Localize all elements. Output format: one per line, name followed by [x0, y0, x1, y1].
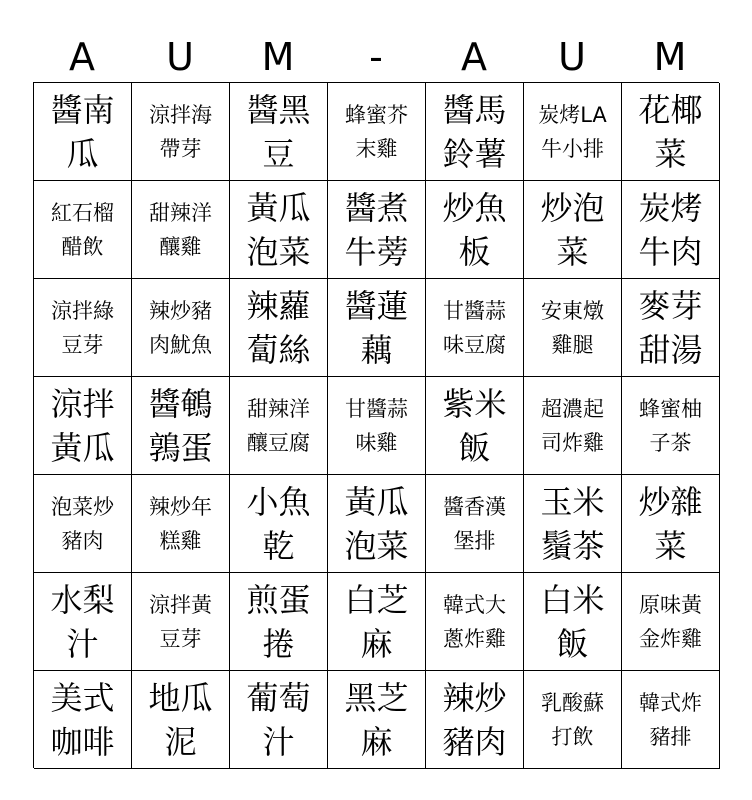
bingo-cell [328, 279, 426, 377]
bingo-cell-text: 辣炒豬 肉魷魚 [149, 298, 212, 357]
bingo-cell-text: 原味黃 金炸雞 [639, 592, 702, 651]
bingo-cell [132, 671, 230, 769]
bingo-cell-text: 醬南 瓜 [50, 90, 115, 173]
bingo-cell-text: 水梨 汁 [50, 580, 115, 663]
bingo-cell-text: 乳酸蘇 打飲 [541, 690, 604, 749]
bingo-cell [328, 181, 426, 279]
bingo-cell [132, 377, 230, 475]
bingo-cell [328, 671, 426, 769]
bingo-cell-text: 黃瓜 泡菜 [344, 482, 409, 565]
bingo-cell [34, 573, 132, 671]
bingo-cell [426, 671, 524, 769]
bingo-cell-text: 韓式大 蔥炸雞 [443, 592, 506, 651]
bingo-cell [328, 573, 426, 671]
bingo-cell-text: 小魚 乾 [246, 482, 311, 565]
bingo-cell [426, 377, 524, 475]
bingo-cell-text: 安東燉 雞腿 [541, 298, 604, 357]
bingo-cell [34, 181, 132, 279]
bingo-cell-text: 甜辣洋 釀豆腐 [247, 396, 310, 455]
bingo-cell [132, 475, 230, 573]
bingo-cell [132, 181, 230, 279]
header-letter: M [261, 35, 295, 79]
bingo-cell-text: 涼拌黃 豆芽 [149, 592, 212, 651]
bingo-cell-text: 地瓜 泥 [148, 678, 213, 761]
bingo-cell-text: 煎蛋 捲 [246, 580, 311, 663]
bingo-cell [132, 573, 230, 671]
bingo-cell-text: 涼拌 黃瓜 [50, 384, 115, 467]
bingo-cell-text: 蜂蜜柚 子茶 [639, 396, 702, 455]
bingo-cell [230, 573, 328, 671]
bingo-cell [230, 279, 328, 377]
bingo-cell-text: 甘醬蒜 味豆腐 [443, 298, 506, 357]
bingo-cell-text: 玉米 鬚茶 [540, 482, 605, 565]
header-letter: A [69, 35, 95, 79]
bingo-cell-text: 甘醬蒜 味雞 [345, 396, 408, 455]
bingo-cell-text: 泡菜炒 豬肉 [51, 494, 114, 553]
bingo-cell [230, 475, 328, 573]
bingo-cell-text: 紫米 飯 [442, 384, 507, 467]
bingo-cell-text: 甜辣洋 釀雞 [149, 200, 212, 259]
bingo-cell-text: 蜂蜜芥 末雞 [345, 102, 408, 161]
bingo-cell [230, 377, 328, 475]
bingo-cell [524, 671, 622, 769]
bingo-cell [622, 377, 720, 475]
header-letter: U [558, 35, 586, 79]
bingo-cell-text: 醬煮 牛蒡 [344, 188, 409, 271]
bingo-cell [230, 671, 328, 769]
bingo-cell-text: 白芝 麻 [344, 580, 409, 663]
bingo-cell-text: 黃瓜 泡菜 [246, 188, 311, 271]
bingo-cell [622, 181, 720, 279]
bingo-cell-text: 炒雜 菜 [638, 482, 703, 565]
bingo-cell-text: 涼拌海 帶芽 [149, 102, 212, 161]
bingo-cell [426, 573, 524, 671]
bingo-cell [132, 279, 230, 377]
bingo-cell [426, 83, 524, 181]
bingo-board [33, 82, 719, 768]
bingo-cell-text: 醬黑 豆 [246, 90, 311, 173]
bingo-cell-text: 美式 咖啡 [50, 678, 115, 761]
bingo-cell-text: 超濃起 司炸雞 [541, 396, 604, 455]
bingo-cell-text: 辣蘿 蔔絲 [246, 286, 311, 369]
bingo-cell-text: 醬馬 鈴薯 [442, 90, 507, 173]
bingo-cell-text: 麥芽 甜湯 [638, 286, 703, 369]
bingo-cell-text: 醬鵪 鶉蛋 [148, 384, 213, 467]
bingo-cell [622, 671, 720, 769]
bingo-cell [622, 475, 720, 573]
bingo-cell-text: 炭烤 牛肉 [638, 188, 703, 271]
bingo-cell-text: 醬香漢 堡排 [443, 494, 506, 553]
bingo-cell-text: 白米 飯 [540, 580, 605, 663]
bingo-cell [622, 573, 720, 671]
bingo-cell [426, 475, 524, 573]
bingo-cell [524, 475, 622, 573]
bingo-cell [34, 377, 132, 475]
bingo-cell [622, 83, 720, 181]
header-letter: - [369, 35, 383, 79]
bingo-cell [524, 83, 622, 181]
header-letter: M [653, 35, 687, 79]
bingo-cell-text: 炭烤LA 牛小排 [538, 102, 607, 161]
bingo-cell-text: 紅石榴 醋飲 [51, 200, 114, 259]
bingo-cell-text: 醬蓮 藕 [344, 286, 409, 369]
bingo-header [33, 34, 719, 80]
bingo-cell [230, 83, 328, 181]
bingo-cell [230, 181, 328, 279]
bingo-cell [524, 377, 622, 475]
bingo-cell-text: 葡萄 汁 [246, 678, 311, 761]
bingo-cell-text: 炒泡 菜 [540, 188, 605, 271]
bingo-cell [328, 83, 426, 181]
bingo-cell [524, 279, 622, 377]
bingo-cell [426, 279, 524, 377]
bingo-cell [524, 181, 622, 279]
bingo-cell-text: 辣炒 豬肉 [442, 678, 507, 761]
bingo-cell [34, 279, 132, 377]
bingo-cell-text: 韓式炸 豬排 [639, 690, 702, 749]
bingo-cell [426, 181, 524, 279]
header-letter: A [461, 35, 487, 79]
bingo-cell [34, 475, 132, 573]
bingo-cell [328, 377, 426, 475]
bingo-cell [34, 671, 132, 769]
bingo-cell-text: 辣炒年 糕雞 [149, 494, 212, 553]
bingo-cell [622, 279, 720, 377]
bingo-cell-text: 涼拌綠 豆芽 [51, 298, 114, 357]
bingo-cell [34, 83, 132, 181]
bingo-cell [328, 475, 426, 573]
bingo-cell [524, 573, 622, 671]
bingo-cell [132, 83, 230, 181]
bingo-cell-text: 花椰 菜 [638, 90, 703, 173]
bingo-cell-text: 黑芝 麻 [344, 678, 409, 761]
bingo-cell-text: 炒魚 板 [442, 188, 507, 271]
header-letter: U [166, 35, 194, 79]
